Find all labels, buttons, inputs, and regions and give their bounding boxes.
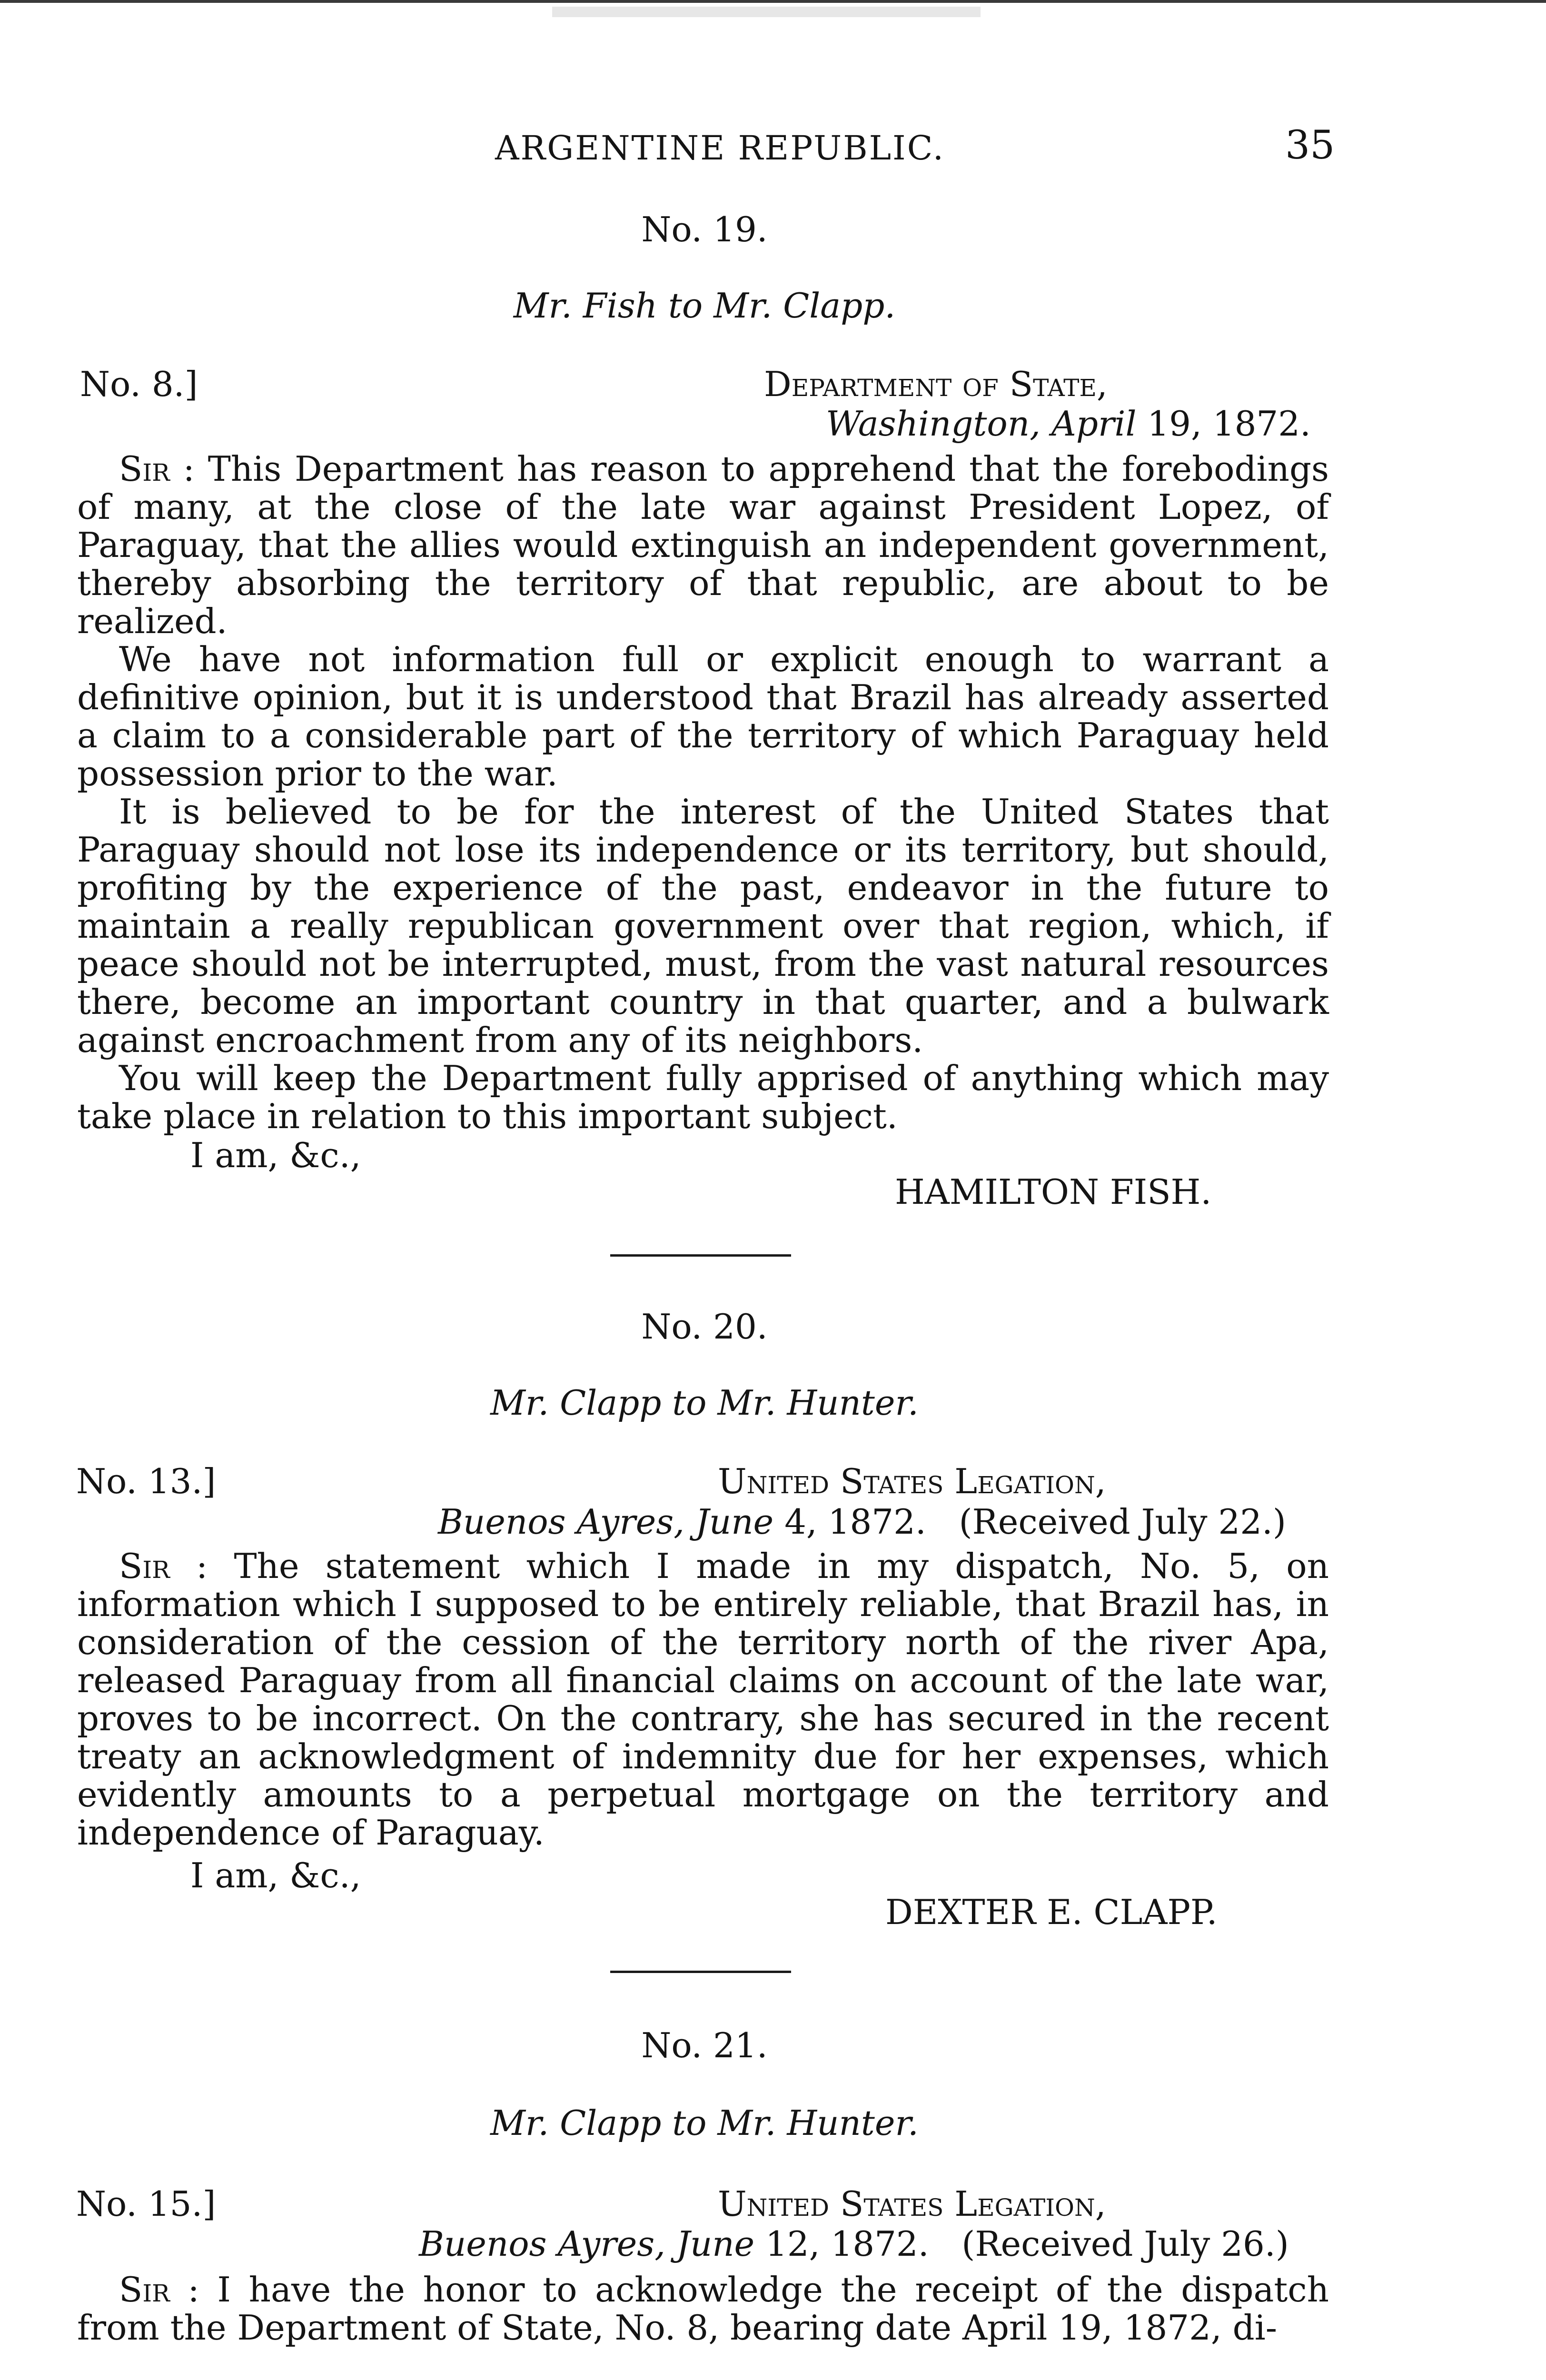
letter-paragraph: It is believed to be for the interest of the United States that Paraguay should not lose its independence or its territory, but should, profiting by the experience of the past, endeavor in the future to maintain a really republican government over that region, which, if peace should not be interrupted, must, from the vast natural resources there, become an important country in that quarter, and a bulwark against encroachment from any of its neighbors.: [77, 792, 1329, 1060]
dateline-month: June: [676, 2224, 755, 2264]
sender-office: United States Legation,: [718, 2184, 1106, 2224]
letter-number: No. 19.: [641, 209, 768, 249]
received-note: (Received July 22.): [959, 1502, 1286, 1542]
page-number: 35: [1285, 123, 1335, 168]
salutation: Sir :: [119, 2270, 199, 2310]
dateline-month: June: [695, 1502, 774, 1542]
dateline-day-year: 4, 1872.: [784, 1502, 926, 1542]
sender-office: United States Legation,: [718, 1461, 1106, 1501]
letter-parties: Mr. Fish to Mr. Clapp.: [513, 286, 896, 326]
running-head-title: ARGENTINE REPUBLIC.: [495, 129, 945, 168]
signature: DEXTER E. CLAPP.: [885, 1892, 1218, 1932]
dispatch-ref: No. 15.]: [76, 2184, 216, 2224]
closing: I am, &c.,: [190, 1855, 361, 1895]
scan-top-edge: [0, 0, 1546, 3]
signature: HAMILTON FISH.: [895, 1172, 1212, 1212]
sender-office: Department of State,: [764, 364, 1108, 404]
dateline-place: Buenos Ayres,: [419, 2224, 666, 2264]
letter-paragraph: We have not information full or explicit enough to warrant a definitive opinion, but it is understood that Brazil has already asserted a claim to a considerable part of the territory of which Paraguay held possession prior to the war.: [77, 639, 1329, 793]
salutation: Sir :: [119, 1546, 208, 1586]
dateline-place: Buenos Ayres,: [438, 1502, 685, 1542]
dateline: [826, 404, 1311, 444]
dateline-place: Washington,: [826, 404, 1041, 444]
letter-parties: Mr. Clapp to Mr. Hunter.: [490, 2103, 919, 2143]
letter-paragraph: You will keep the Department fully apprised of anything which may take place in relation to this important subject.: [77, 1058, 1329, 1136]
letter-number: No. 20.: [641, 1307, 768, 1347]
closing: I am, &c.,: [190, 1135, 361, 1175]
dateline-month: April: [1051, 404, 1137, 444]
section-divider: [610, 1971, 791, 1973]
dateline: [438, 1502, 1286, 1542]
dateline-day-year: 19, 1872.: [1147, 404, 1311, 444]
dateline: [419, 2224, 1289, 2264]
letter-parties: Mr. Clapp to Mr. Hunter.: [490, 1383, 919, 1423]
section-divider: [610, 1254, 791, 1257]
dispatch-ref: No. 8.]: [80, 364, 198, 404]
letter-paragraph: Sir : I have the honor to acknowledge the receipt of the dispatch from the Department of State, No. 8, bearing date April 19, 1872, di-: [77, 2270, 1329, 2348]
letter-number: No. 21.: [641, 2025, 768, 2065]
scan-noise: [552, 7, 981, 17]
salutation: Sir :: [119, 449, 195, 489]
letter-paragraph: Sir : The statement which I made in my dispatch, No. 5, on information which I supposed to be entirely reliable, that Brazil has, in consideration of the cession of the territory north of the river Apa, released Paraguay from all financial claims on account of the late war, proves to be incorrect. On the contrary, she has secured in the recent treaty an acknowledgment of indemnity due for her expenses, which evidently amounts to a perpetual mortgage on the territory and independence of Paraguay.: [77, 1546, 1329, 1853]
dispatch-ref: No. 13.]: [76, 1461, 216, 1501]
received-note: (Received July 26.): [961, 2224, 1289, 2264]
letter-paragraph: Sir : This Department has reason to apprehend that the forebodings of many, at the close of the late war against President Lopez, of Paraguay, that the allies would extinguish an independent government, thereby absorbing the territory of that republic, are about to be realized.: [77, 449, 1329, 641]
dateline-day-year: 12, 1872.: [765, 2224, 929, 2264]
